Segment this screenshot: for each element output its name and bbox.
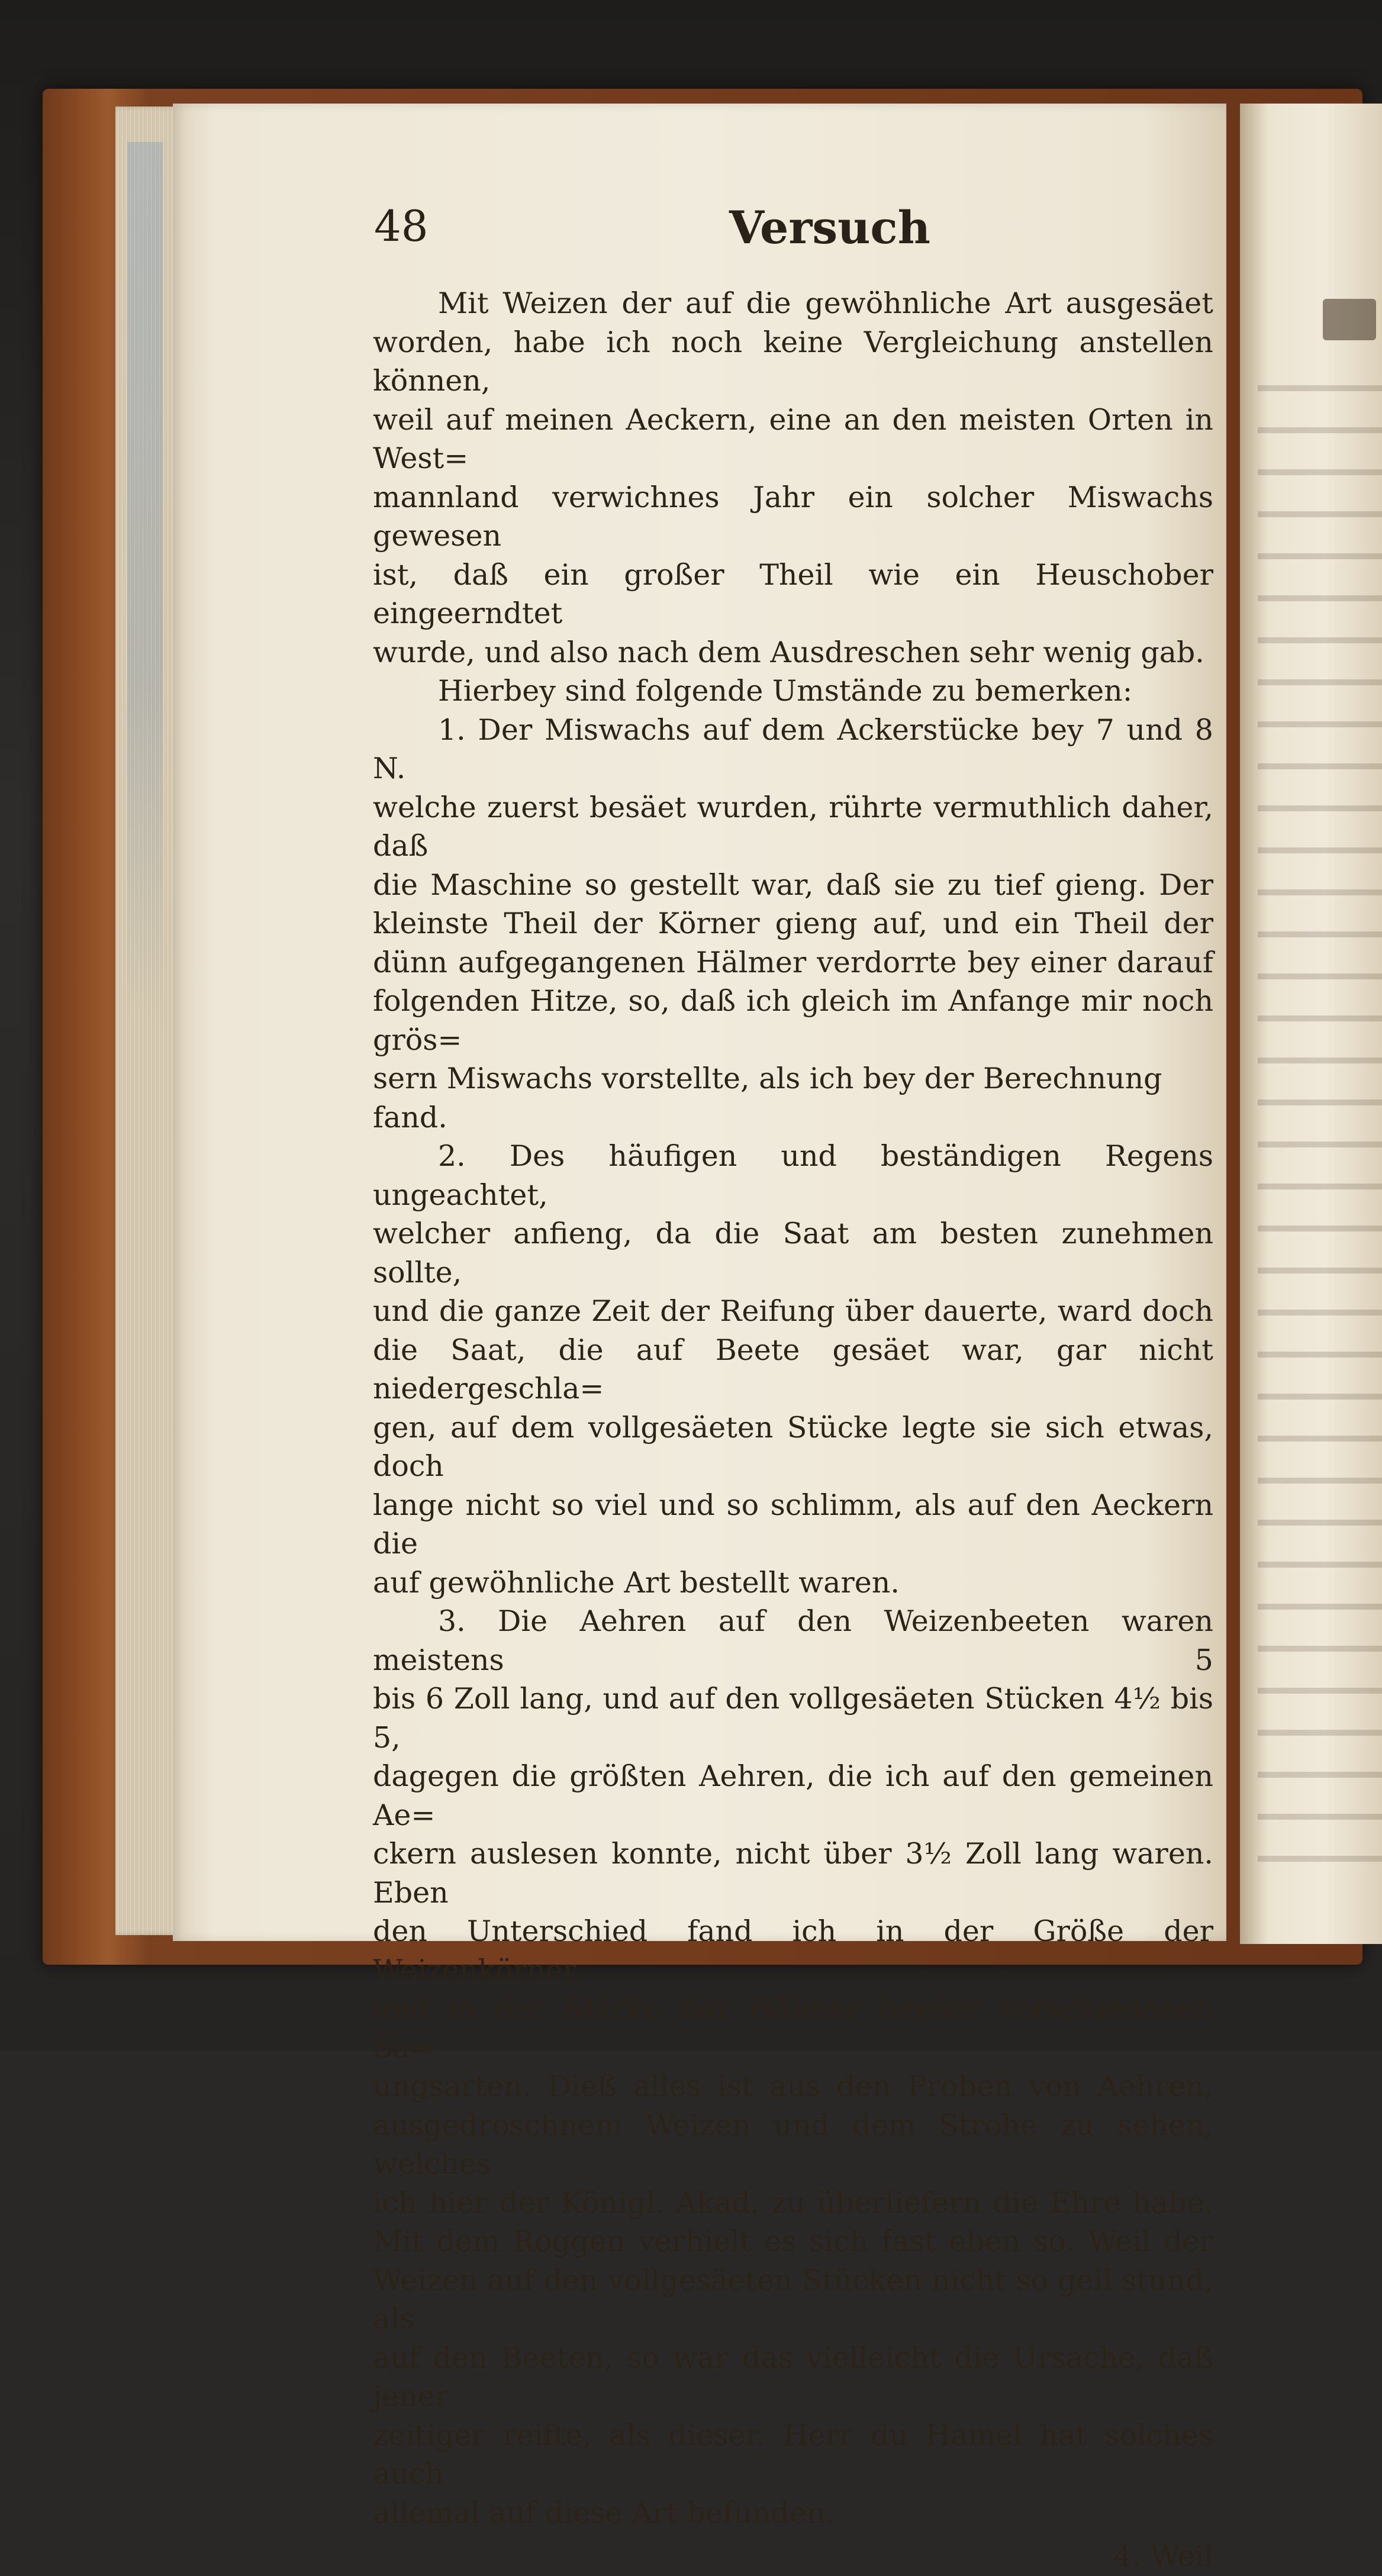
page-number: 48 (374, 201, 429, 251)
text-line: dünn aufgegangenen Hälmer verdorrte bey einer darauf (373, 945, 1213, 979)
text-line: ckern auslesen konnte, nicht über 3½ Zoll lang waren. Eben (373, 1837, 1213, 1910)
text-line: 1. Der Miswachs auf dem Ackerstücke bey 7 und 8 N. (373, 712, 1213, 785)
text-line: gen, auf dem vollgesäeten Stücke legte sie sich etwas, doch (373, 1410, 1213, 1483)
adjacent-page-text (1258, 358, 1382, 1897)
text-line: Weizen auf den vollgesäeten Stücken nicht so geil stund, als (373, 2263, 1213, 2336)
text-line: dagegen die größten Aehren, die ich auf den gemeinen Ae= (373, 1759, 1213, 1832)
paragraph (373, 672, 1213, 711)
text-line: ich hier der Königl. Akad. zu überliefern die Ehre habe. (373, 2185, 1213, 2220)
paragraph (373, 284, 1213, 672)
page-body (373, 284, 1213, 2576)
text-line: kleinste Theil der Körner gieng auf, und ein Theil der (373, 907, 1213, 940)
text-line: 2. Des häufigen und beständigen Regens ungeachtet, (373, 1139, 1213, 1212)
adjacent-page (1240, 104, 1382, 1944)
text-line: mannland verwichnes Jahr ein solcher Miswachs gewesen (373, 480, 1213, 553)
adjacent-page-heading (1323, 299, 1376, 340)
text-line: worden, habe ich noch keine Vergleichung anstellen können, (373, 325, 1213, 398)
text-line: 3. Die Aehren auf den Weizenbeeten waren meistens 5 (373, 1604, 1213, 1677)
paragraph (373, 1602, 1213, 2532)
text-line: ausgedroschnem Weizen und dem Strohe zu sehen, welches (373, 2108, 1213, 2181)
text-line: auf gewöhnliche Art bestellt waren. (373, 1565, 900, 1600)
text-line: Hierbey sind folgende Umstände zu bemerken: (438, 674, 1133, 708)
catchword-line (373, 2537, 1213, 2576)
text-line: den Unterschied fand ich in der Größe der Weizenkörner, (373, 1914, 1213, 1987)
text-line: und die ganze Zeit der Reifung über dauerte, ward doch (373, 1294, 1213, 1328)
page-header (374, 201, 1203, 266)
text-line: Mit dem Roggen verhielt es sich fast eben so. Weil der (373, 2224, 1213, 2258)
text-line: welcher anfieng, da die Saat am besten zunehmen sollte, (373, 1217, 1213, 1289)
paragraph (373, 1137, 1213, 1602)
catchword: 4. Weil (1113, 2539, 1213, 2573)
running-head: Versuch (729, 201, 930, 254)
text-line: bis 6 Zoll lang, und auf den vollgesäeten Stücken 4½ bis 5, (373, 1682, 1213, 1755)
text-line: wurde, und also nach dem Ausdreschen sehr wenig gab. (373, 635, 1204, 669)
text-line: folgenden Hitze, so, daß ich gleich im Anfange mir noch grös= (373, 984, 1213, 1057)
text-line: und in der Stärke der Hälmer beyder verschiedenen Sä= (373, 1992, 1213, 2065)
text-line: sern Miswachs vorstellte, als ich bey der Berechnung fand. (373, 1062, 1162, 1134)
text-line: ist, daß ein großer Theil wie ein Heuschober eingeerndtet (373, 557, 1213, 630)
text-line: welche zuerst besäet wurden, rührte vermuthlich daher, daß (373, 790, 1213, 863)
text-line: Mit Weizen der auf die gewöhnliche Art ausgesäet (438, 286, 1213, 320)
text-line: die Saat, die auf Beete gesäet war, gar nicht niedergeschla= (373, 1333, 1213, 1405)
text-line: auf den Beeten, so war das vielleicht die Ursache, daß jener (373, 2340, 1213, 2413)
text-line: die Maschine so gestellt war, daß sie zu tief gieng. Der (373, 868, 1213, 902)
paragraph (373, 711, 1213, 1137)
text-line: ungsarten. Dieß alles ist aus den Proben von Aehren, (373, 2069, 1213, 2103)
text-line: weil auf meinen Aeckern, eine an den meisten Orten in West= (373, 402, 1213, 475)
text-line: zeitiger reifte, als dieser. Herr du Hamel hat solches auch (373, 2418, 1213, 2491)
text-line: lange nicht so viel und so schlimm, als auf den Aeckern die (373, 1488, 1213, 1561)
text-line: allemal auf diese Art befunden. (373, 2496, 835, 2530)
